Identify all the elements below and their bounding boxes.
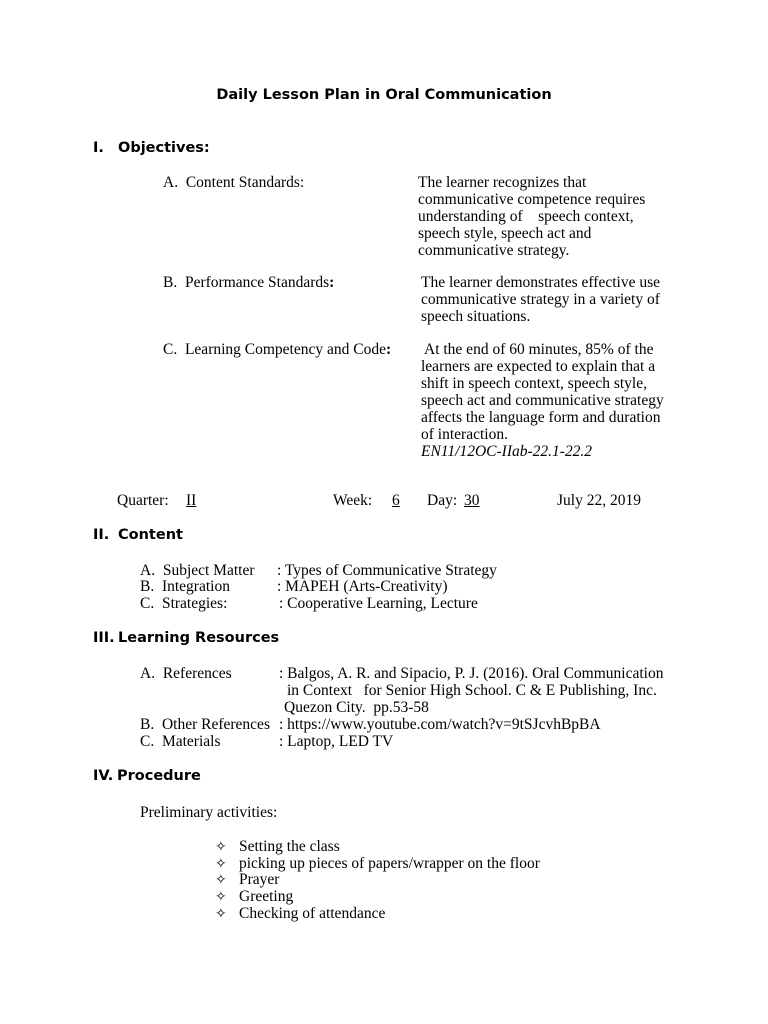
section-number-objectives: I. xyxy=(93,140,104,156)
performance-standards-text xyxy=(421,274,660,325)
other-references-label: B. Other References xyxy=(140,716,270,733)
document-title: Daily Lesson Plan in Oral Communication xyxy=(216,87,552,103)
section-title-objectives: Objectives: xyxy=(118,140,210,156)
performance-standards-label-colon: : xyxy=(329,274,335,291)
references-label: A. References xyxy=(140,665,232,682)
content-standards-text xyxy=(418,174,645,259)
learning-competency-line: of interaction. xyxy=(421,426,508,443)
other-references-link[interactable]: : https://www.youtube.com/watch?v=9tSJcvhBpBA xyxy=(279,716,601,733)
references-line: : Balgos, A. R. and Sipacio, P. J. (2016). Oral Communication xyxy=(279,665,664,682)
four-pointed-star-outline-icon: ✧ xyxy=(215,889,227,905)
activity-item xyxy=(215,888,293,906)
performance-standards-line: communicative strategy in a variety of xyxy=(421,291,660,308)
section-number-learning-resources: III. xyxy=(93,630,115,646)
learning-competency-line: affects the language form and duration xyxy=(421,409,661,426)
activity-item xyxy=(215,905,385,923)
references-line: Quezon City. pp.53-58 xyxy=(284,699,429,716)
week-value: 6 xyxy=(392,492,400,509)
learning-competency-label-colon: : xyxy=(385,341,392,358)
quarter-label: Quarter: xyxy=(117,492,169,509)
lesson-date: July 22, 2019 xyxy=(557,492,641,509)
performance-standards-line: speech situations. xyxy=(421,308,531,325)
day-value: 30 xyxy=(464,492,480,509)
content-standards-line: communicative competence requires xyxy=(418,191,646,208)
content-standards-line: understanding of speech context, xyxy=(418,208,634,225)
four-pointed-star-outline-icon: ✧ xyxy=(215,872,227,888)
content-item-value: : Cooperative Learning, Lecture xyxy=(279,595,478,612)
week-label: Week: xyxy=(333,492,373,509)
content-item-value: : Types of Communicative Strategy xyxy=(277,562,497,579)
content-standards-label: A. Content Standards: xyxy=(163,174,305,191)
content-item-label: C. Strategies: xyxy=(140,595,228,612)
section-number-content: II. xyxy=(93,527,110,543)
learning-competency-line: speech act and communicative strategy xyxy=(421,392,664,409)
four-pointed-star-outline-icon: ✧ xyxy=(215,839,227,855)
activity-text: picking up pieces of papers/wrapper on the floor xyxy=(239,855,540,872)
section-title-procedure: Procedure xyxy=(117,768,201,784)
activity-item xyxy=(215,871,279,889)
learning-competency-label-text: C. Learning Competency and Code xyxy=(163,341,386,358)
performance-standards-label-text: B. Performance Standards xyxy=(163,274,330,291)
learning-competency-line: learners are expected to explain that a xyxy=(421,358,656,375)
activity-item xyxy=(215,838,340,856)
performance-standards-label xyxy=(163,274,334,292)
learning-competency-label xyxy=(163,341,391,359)
learning-competency-line: At the end of 60 minutes, 85% of the xyxy=(424,341,654,358)
preliminary-activities-label: Preliminary activities: xyxy=(140,804,278,821)
section-title-content: Content xyxy=(118,527,183,543)
content-item-label: B. Integration xyxy=(140,578,230,595)
quarter-value: II xyxy=(186,492,197,509)
materials-value: : Laptop, LED TV xyxy=(279,733,394,750)
activity-text: Greeting xyxy=(239,888,294,905)
section-number-procedure: IV. xyxy=(93,768,114,784)
activity-text: Prayer xyxy=(239,871,280,888)
activity-text: Setting the class xyxy=(239,838,340,855)
section-title-learning-resources: Learning Resources xyxy=(118,630,280,646)
learning-competency-text xyxy=(421,341,664,460)
content-item-value: : MAPEH (Arts-Creativity) xyxy=(277,578,448,595)
performance-standards-line: The learner demonstrates effective use xyxy=(421,274,660,291)
four-pointed-star-outline-icon: ✧ xyxy=(215,906,227,922)
content-standards-line: speech style, speech act and xyxy=(418,225,592,242)
content-item-label: A. Subject Matter xyxy=(140,562,255,579)
learning-competency-code: EN11/12OC-IIab-22.1-22.2 xyxy=(421,443,593,460)
content-standards-line: communicative strategy. xyxy=(418,242,570,259)
materials-label: C. Materials xyxy=(140,733,221,750)
four-pointed-star-outline-icon: ✧ xyxy=(215,856,227,872)
day-label: Day: xyxy=(427,492,458,509)
content-standards-line: The learner recognizes that xyxy=(418,174,587,191)
learning-competency-line: shift in speech context, speech style, xyxy=(421,375,647,392)
references-line: in Context for Senior High School. C & E Publishing, Inc. xyxy=(287,682,657,699)
activity-text: Checking of attendance xyxy=(239,905,386,922)
